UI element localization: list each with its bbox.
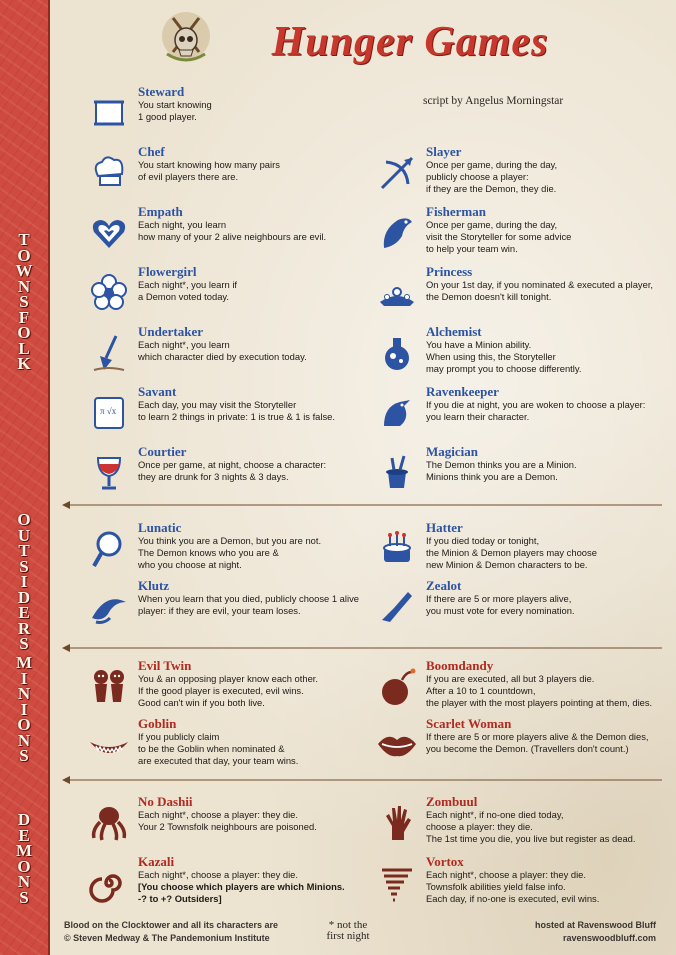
outsiders-label: O U T S I D E R S [17, 510, 31, 653]
character-name: Alchemist [426, 324, 482, 339]
section-divider [62, 643, 662, 653]
character-entry [374, 324, 664, 380]
character-entry [86, 578, 376, 634]
character-ability: If you are executed, all but 3 players die. After a 10 to 1 countdown, the player with the most players pointing at them, dies. [426, 673, 653, 709]
character-ability: Once per game, during the day, visit the Storyteller for some advice to help your team win. [426, 219, 572, 255]
character-ability-jinx: [You choose which players are which Minions. -? to +? Outsiders] [138, 881, 345, 905]
character-ability: Each night*, you learn which character died by execution today. [138, 339, 307, 363]
character-name: Vortox [426, 854, 464, 869]
character-entry [86, 84, 376, 140]
character-ability: Each night*, you learn if a Demon voted today. [138, 279, 238, 303]
zombie-hand-icon [374, 800, 420, 846]
character-ability: The Demon thinks you are a Minion. Minions think you are a Demon. [426, 459, 577, 483]
character-name: Slayer [426, 144, 462, 159]
character-ability: If there are 5 or more players alive & the Demon dies, you become the Demon. (Travellers don't count.) [426, 731, 649, 755]
character-name: Flowergirl [138, 264, 197, 279]
character-ability: You start knowing 1 good player. [138, 99, 212, 123]
character-ability: If there are 5 or more players alive, you must vote for every nomination. [426, 593, 575, 617]
character-name: Steward [138, 84, 185, 99]
pointing-hand-icon [374, 584, 420, 630]
character-ability: You have a Minion ability. When using this, the Storyteller may prompt you to choose differently. [426, 339, 582, 375]
character-name: Zealot [426, 578, 462, 593]
shovel-icon [86, 330, 132, 376]
character-entry [86, 716, 376, 772]
character-ability: Each night*, if no-one died today, choose a player: they die. The 1st time you die, you live but register as dead. [426, 809, 636, 845]
character-ability: You start knowing how many pairs of evil players there are. [138, 159, 280, 183]
character-ability: If you died today or tonight, the Minion & Demon players may choose new Minion & Demon characters to be. [426, 535, 597, 571]
character-entry [86, 324, 376, 380]
vortex-icon [374, 860, 420, 906]
townsfolk-label: T O W N S F O L K [15, 230, 33, 373]
character-name: Courtier [138, 444, 187, 459]
chef-hat-icon [86, 150, 132, 196]
character-entry [374, 716, 664, 772]
formula-scroll-icon [86, 390, 132, 436]
copyright-notice: Blood on the Clocktower and all its characters are © Steven Medway & The Pandemonium Institute [64, 920, 279, 943]
crossbow-icon [374, 150, 420, 196]
character-name: Princess [426, 264, 473, 279]
svg-text:π √x: π √x [100, 406, 117, 416]
character-name: Magician [426, 444, 478, 459]
character-ability: If you die at night, you are woken to choose a player: you learn their character. [426, 399, 646, 423]
character-entry [86, 444, 376, 500]
minions-label: M I N I O N S [15, 653, 33, 765]
character-name: Lunatic [138, 520, 182, 535]
character-entry [374, 658, 664, 714]
character-name: Undertaker [138, 324, 203, 339]
section-divider [62, 500, 662, 510]
magic-hat-icon [374, 450, 420, 496]
lips-icon [374, 722, 420, 768]
character-entry [374, 794, 664, 850]
character-entry [86, 384, 376, 440]
heart-icon [86, 210, 132, 256]
team-sidebar [0, 0, 50, 955]
character-name: Boomdandy [426, 658, 494, 673]
character-entry [86, 144, 376, 200]
character-ability: Each night, you learn how many of your 2 alive neighbours are evil. [138, 219, 327, 243]
character-ability: Each night*, choose a player: they die. Townsfolk abilities yield false info. Each day, if no-one is executed, evil wins. [426, 869, 600, 905]
character-entry [86, 264, 376, 320]
tiara-icon [374, 270, 420, 316]
character-name: Empath [138, 204, 183, 219]
twin-dolls-icon [86, 664, 132, 710]
character-name: Zombuul [426, 794, 478, 809]
character-name: Klutz [138, 578, 170, 593]
character-entry [86, 520, 376, 576]
character-ability: Each night*, choose a player: they die. Your 2 Townsfolk neighbours are poisoned. [138, 809, 317, 833]
cake-hat-icon [374, 526, 420, 572]
goblet-icon [86, 450, 132, 496]
character-ability: You think you are a Demon, but you are not. The Demon knows who you are & who you choose at night. [138, 535, 322, 571]
character-name: Kazali [138, 854, 175, 869]
character-entry [86, 794, 376, 850]
scroll-icon [86, 90, 132, 136]
character-name: Fisherman [426, 204, 486, 219]
character-name: Evil Twin [138, 658, 192, 673]
character-entry [86, 204, 376, 260]
character-name: Goblin [138, 716, 177, 731]
spiral-icon [86, 860, 132, 906]
hosted-at: hosted at Ravenswood Bluff [534, 920, 656, 930]
grin-icon [86, 722, 132, 768]
hand-mirror-icon [86, 526, 132, 572]
character-ability: Once per game, at night, choose a character: they are drunk for 3 nights & 3 days. [138, 459, 327, 483]
raven-icon [374, 390, 420, 436]
character-entry [374, 854, 664, 910]
character-entry [374, 204, 664, 260]
character-name: Chef [138, 144, 165, 159]
host-url: ravenswoodbluff.com [562, 933, 656, 943]
character-ability: Each night*, choose a player: they die. [138, 869, 298, 880]
potion-icon [374, 330, 420, 376]
character-name: Scarlet Woman [426, 716, 512, 731]
flower-icon [86, 270, 132, 316]
character-entry [374, 578, 664, 634]
page-title: Hunger Games [271, 19, 549, 65]
character-entry [86, 854, 376, 910]
script-byline: script by Angelus Morningstar [423, 95, 564, 107]
section-divider [62, 775, 662, 785]
character-entry [374, 384, 664, 440]
character-entry [374, 264, 664, 320]
character-ability: You & an opposing player know each other. If the good player is executed, evil wins. Good can't win if you both live. [138, 673, 318, 709]
character-name: Ravenkeeper [426, 384, 499, 399]
character-name: No Dashii [138, 794, 193, 809]
banana-icon [86, 584, 132, 630]
skull-logo-icon [155, 8, 217, 68]
character-entry [374, 144, 664, 200]
octopus-icon [86, 800, 132, 846]
character-name: Hatter [426, 520, 463, 535]
character-ability: When you learn that you died, publicly choose 1 alive player: if they are evil, your team loses. [138, 593, 359, 617]
character-ability: Each day, you may visit the Storyteller to learn 2 things in private: 1 is true & 1 is false. [138, 399, 335, 423]
character-ability: On your 1st day, if you nominated & executed a player, the Demon doesn't kill tonight. [426, 279, 654, 303]
character-entry [374, 444, 664, 500]
character-entry [374, 520, 664, 576]
character-ability: If you publicly claim to be the Goblin when nominated & are executed that day, your team wins. [138, 731, 299, 767]
demons-label: D E M O N S [15, 810, 33, 907]
character-name: Savant [138, 384, 177, 399]
fish-icon [374, 210, 420, 256]
bomb-icon [374, 664, 420, 710]
character-entry [86, 658, 376, 714]
not-first-night-note: * not the first night [326, 919, 370, 942]
character-ability: Once per game, during the day, publicly choose a player: if they are the Demon, they die. [426, 159, 558, 195]
